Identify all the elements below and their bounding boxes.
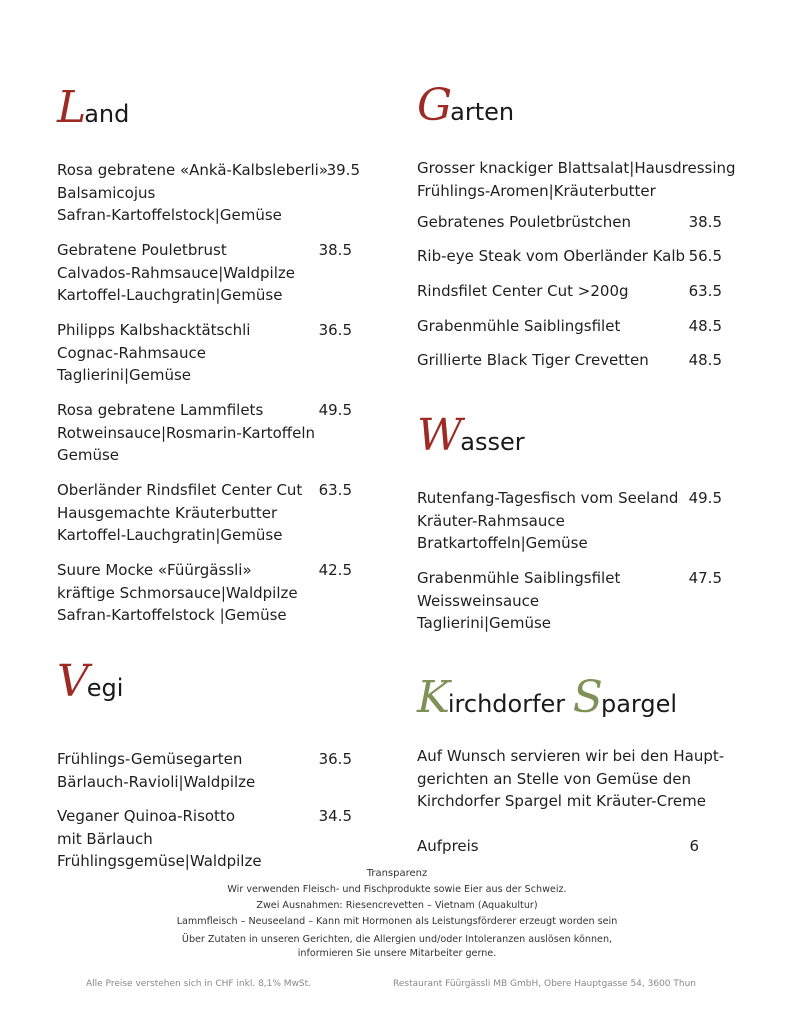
section-heading-spargel: [417, 672, 677, 723]
dish-name: Oberländer Rindsfilet Center Cut: [57, 481, 303, 499]
menu-item: [57, 159, 360, 227]
menu-item: [57, 399, 357, 467]
dish-name: Rosa gebratene «Ankä-Kalbsleberli»: [57, 161, 329, 179]
menu-item: [57, 805, 357, 873]
menu-item: [417, 211, 727, 234]
heading-initial: W: [417, 410, 463, 461]
dish-price: 49.5: [688, 489, 722, 507]
dish-name: Philipps Kalbshacktätschli: [57, 321, 251, 339]
dish-price: 47.5: [688, 569, 722, 587]
description-line: Auf Wunsch servieren wir bei den Haupt-: [417, 747, 725, 765]
dish-price: 48.5: [688, 317, 722, 335]
spargel-description: [417, 745, 727, 813]
dish-detail: Balsamicojus: [57, 183, 156, 202]
dish-price: 38.5: [318, 241, 352, 259]
dish-detail: Taglierini|Gemüse: [57, 366, 192, 384]
heading-rest: arten: [450, 98, 515, 126]
dish-name: Rindsfilet Center Cut >200g: [417, 282, 629, 300]
menu-item: [57, 319, 357, 387]
heading-initial: G: [417, 80, 453, 131]
dish-detail: Taglierini|Gemüse: [417, 614, 552, 632]
dish-detail: Rotweinsauce|Rosmarin-Kartoffeln: [57, 423, 316, 442]
dish-price: 38.5: [688, 213, 722, 231]
menu-item: [57, 559, 357, 627]
allergy-line: informieren Sie unsere Mitarbeiter gerne.: [297, 948, 497, 959]
dish-detail: Gemüse: [57, 446, 120, 464]
dish-name: Grabenmühle Saiblingsfilet: [417, 317, 621, 335]
dish-price: 39.5: [326, 161, 360, 179]
dish-name: Gebratenes Pouletbrüstchen: [417, 213, 632, 231]
dish-detail: Bratkartoffeln|Gemüse: [417, 534, 588, 552]
dish-price: 34.5: [318, 807, 352, 825]
dish-name: Rosa gebratene Lammfilets: [57, 401, 264, 419]
dish-detail: kräftige Schmorsauce|Waldpilze: [57, 583, 298, 602]
intro-line: Grosser knackiger Blattsalat|Hausdressing: [417, 159, 736, 177]
dish-detail: Kartoffel-Lauchgratin|Gemüse: [57, 526, 283, 544]
section-heading-land: [57, 82, 129, 133]
section-heading-vegi: [57, 656, 123, 707]
section-heading-garten: [417, 80, 514, 131]
transparency-line: Wir verwenden Fleisch- und Fischprodukte sowie Eier aus der Schweiz.: [227, 884, 567, 895]
dish-detail: Bärlauch-Ravioli|Waldpilze: [57, 772, 256, 791]
dish-detail: Cognac-Rahmsauce: [57, 343, 206, 362]
surcharge-label: Aufpreis: [417, 837, 479, 855]
dish-name: Rutenfang-Tagesfisch vom Seeland: [417, 489, 679, 507]
menu-item: [57, 748, 357, 793]
dish-name: Rib-eye Steak vom Oberländer Kalb: [417, 247, 686, 265]
dish-name: Grabenmühle Saiblingsfilet: [417, 569, 621, 587]
transparency-title: Transparenz: [366, 868, 428, 879]
dish-detail: Kräuter-Rahmsauce: [417, 511, 565, 530]
dish-detail: Calvados-Rahmsauce|Waldpilze: [57, 263, 295, 282]
dish-detail: Safran-Kartoffelstock |Gemüse: [57, 606, 287, 624]
menu-item: [417, 567, 727, 635]
dish-price: 48.5: [688, 351, 722, 369]
heading-rest: asser: [460, 428, 525, 456]
dish-detail: Hausgemachte Kräuterbutter: [57, 503, 278, 522]
heading-rest: egi: [86, 674, 124, 702]
dish-price: 56.5: [688, 247, 722, 265]
description-line: gerichten an Stelle von Gemüse den: [417, 769, 692, 788]
heading-initial: S: [572, 672, 603, 723]
surcharge-price: 6: [689, 837, 699, 855]
dish-price: 36.5: [318, 750, 352, 768]
transparency-line: Lammfleisch – Neuseeland – Kann mit Hormonen als Leistungsförderer erzeugt worden sein: [176, 916, 618, 927]
menu-item: [417, 487, 727, 555]
menu-intro: [417, 157, 736, 202]
menu-item: [417, 245, 727, 268]
dish-price: 63.5: [688, 282, 722, 300]
heading-rest: and: [84, 100, 130, 128]
dish-name: Frühlings-Gemüsegarten: [57, 750, 243, 768]
dish-name: Suure Mocke «Füürgässli»: [57, 561, 252, 579]
dish-price: 36.5: [318, 321, 352, 339]
dish-price: 49.5: [318, 401, 352, 419]
description-line: Kirchdorfer Spargel mit Kräuter-Creme: [417, 792, 706, 810]
dish-name: Grillierte Black Tiger Crevetten: [417, 351, 649, 369]
menu-item: [417, 280, 727, 303]
menu-item: [57, 239, 357, 307]
menu-item: [417, 349, 727, 372]
intro-line: Frühlings-Aromen|Kräuterbutter: [417, 181, 656, 200]
heading-initial: K: [417, 672, 450, 723]
dish-detail: Frühlingsgemüse|Waldpilze: [57, 852, 262, 870]
allergy-line: Über Zutaten in unseren Gerichten, die Allergien und/oder Intoleranzen auslösen können,: [181, 934, 613, 945]
dish-detail: Kartoffel-Lauchgratin|Gemüse: [57, 286, 283, 304]
dish-detail: Safran-Kartoffelstock|Gemüse: [57, 206, 282, 224]
section-heading-wasser: [417, 410, 525, 461]
heading-rest: irchdorfer: [447, 690, 573, 718]
dish-detail: mit Bärlauch: [57, 829, 153, 848]
dish-name: Veganer Quinoa-Risotto: [57, 807, 236, 825]
price-note: Alle Preise verstehen sich in CHF inkl. 8,1% MwSt.: [86, 979, 312, 989]
dish-price: 63.5: [318, 481, 352, 499]
dish-name: Gebratene Pouletbrust: [57, 241, 227, 259]
heading-initial: V: [57, 656, 89, 707]
menu-item: [417, 315, 727, 338]
restaurant-address: Restaurant Füürgässli MB GmbH, Obere Hauptgasse 54, 3600 Thun: [393, 979, 696, 989]
dish-price: 42.5: [318, 561, 352, 579]
heading-rest: pargel: [600, 690, 678, 718]
dish-detail: Weissweinsauce: [417, 591, 540, 610]
surcharge-row: [417, 835, 727, 858]
menu-item: [57, 479, 357, 547]
transparency-note: [0, 867, 794, 961]
transparency-line: Zwei Ausnahmen: Riesencrevetten – Vietnam (Aquakultur): [256, 900, 538, 911]
heading-initial: L: [57, 82, 87, 133]
